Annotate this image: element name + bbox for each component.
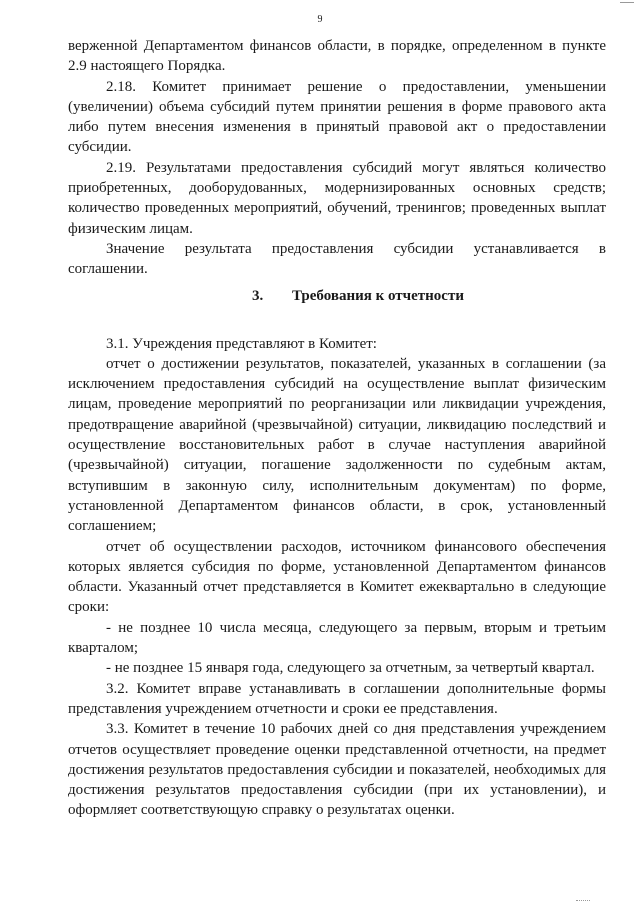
- list-item-deadline-fourth-quarter: - не позднее 15 января года, следующего за отчетным, за четвертый квартал.: [106, 660, 595, 677]
- document-body: [68, 36, 606, 821]
- paragraph-report-results: отчет о достижении результатов, показателей, указанных в соглашении (за исключением предоставления субсидий на осуществление выплат физическим лицам, проведение мероприятий по реорганизации или ликвидации учреждения, предотвращение аварийной (чрезвычайной) ситуации, ликвидацию последствий и осуществление восстановительных работ в случае наступления аварийной (чрезвычайной) ситуации, погашение задолженности по судебным актам, вступившим в законную силу, исполнительным документам) по форме, установленной Департаментом финансов области, в срок, установленный соглашением;: [68, 355, 606, 535]
- section-number: 3.: [252, 287, 264, 304]
- section-heading: [68, 286, 606, 316]
- scan-corner-mark: [620, 2, 634, 7]
- paragraph-report-expenses: отчет об осуществлении расходов, источником финансового обеспечения которых является субсидия по форме, установленной Департаментом финансов области. Указанный отчет представляется в Комитет ежеквартально в следующие сроки:: [68, 538, 606, 616]
- paragraph-3-1: 3.1. Учреждения представляют в Комитет:: [106, 335, 377, 352]
- section-spacer: [68, 316, 606, 334]
- section-title: Требования к отчетности: [292, 287, 464, 304]
- paragraph-3-2: 3.2. Комитет вправе устанавливать в соглашении дополнительные формы представления учреждением отчетности и сроки ее представления.: [68, 680, 606, 717]
- list-item-deadline-quarters: - не позднее 10 числа месяца, следующего за первым, вторым и третьим кварталом;: [68, 619, 606, 657]
- paragraph-result-value: Значение результата предоставления субсидии устанавливается в соглашении.: [68, 240, 606, 278]
- page-number: 9: [317, 14, 323, 25]
- scan-footer-mark: [576, 897, 590, 901]
- paragraph-2-18: 2.18. Комитет принимает решение о предоставлении, уменьшении (увеличении) объема субсидий путем принятии решения в форме правового акта либо путем внесения изменения в принятый правовой акт о предоставлении субсидии.: [68, 78, 606, 156]
- paragraph-continuation: верженной Департаментом финансов области, в порядке, определенном в пункте 2.9 настоящего Порядка.: [68, 38, 606, 75]
- paragraph-2-19: 2.19. Результатами предоставления субсидий могут являться количество приобретенных, дооборудованных, модернизированных основных средств; количество проведенных мероприятий, обучений, тренингов; проведенных выплат физическим лицам.: [68, 159, 606, 237]
- paragraph-3-3: 3.3. Комитет в течение 10 рабочих дней со дня представления учреждением отчетов осуществляет проведение оценки представленной отчетности, на предмет достижения результатов предоставления субсидии и показателей, необходимых для достижения результатов предоставления субсидии (при их установлении), и оформляет соответствующую справку о результатах оценки.: [68, 721, 606, 819]
